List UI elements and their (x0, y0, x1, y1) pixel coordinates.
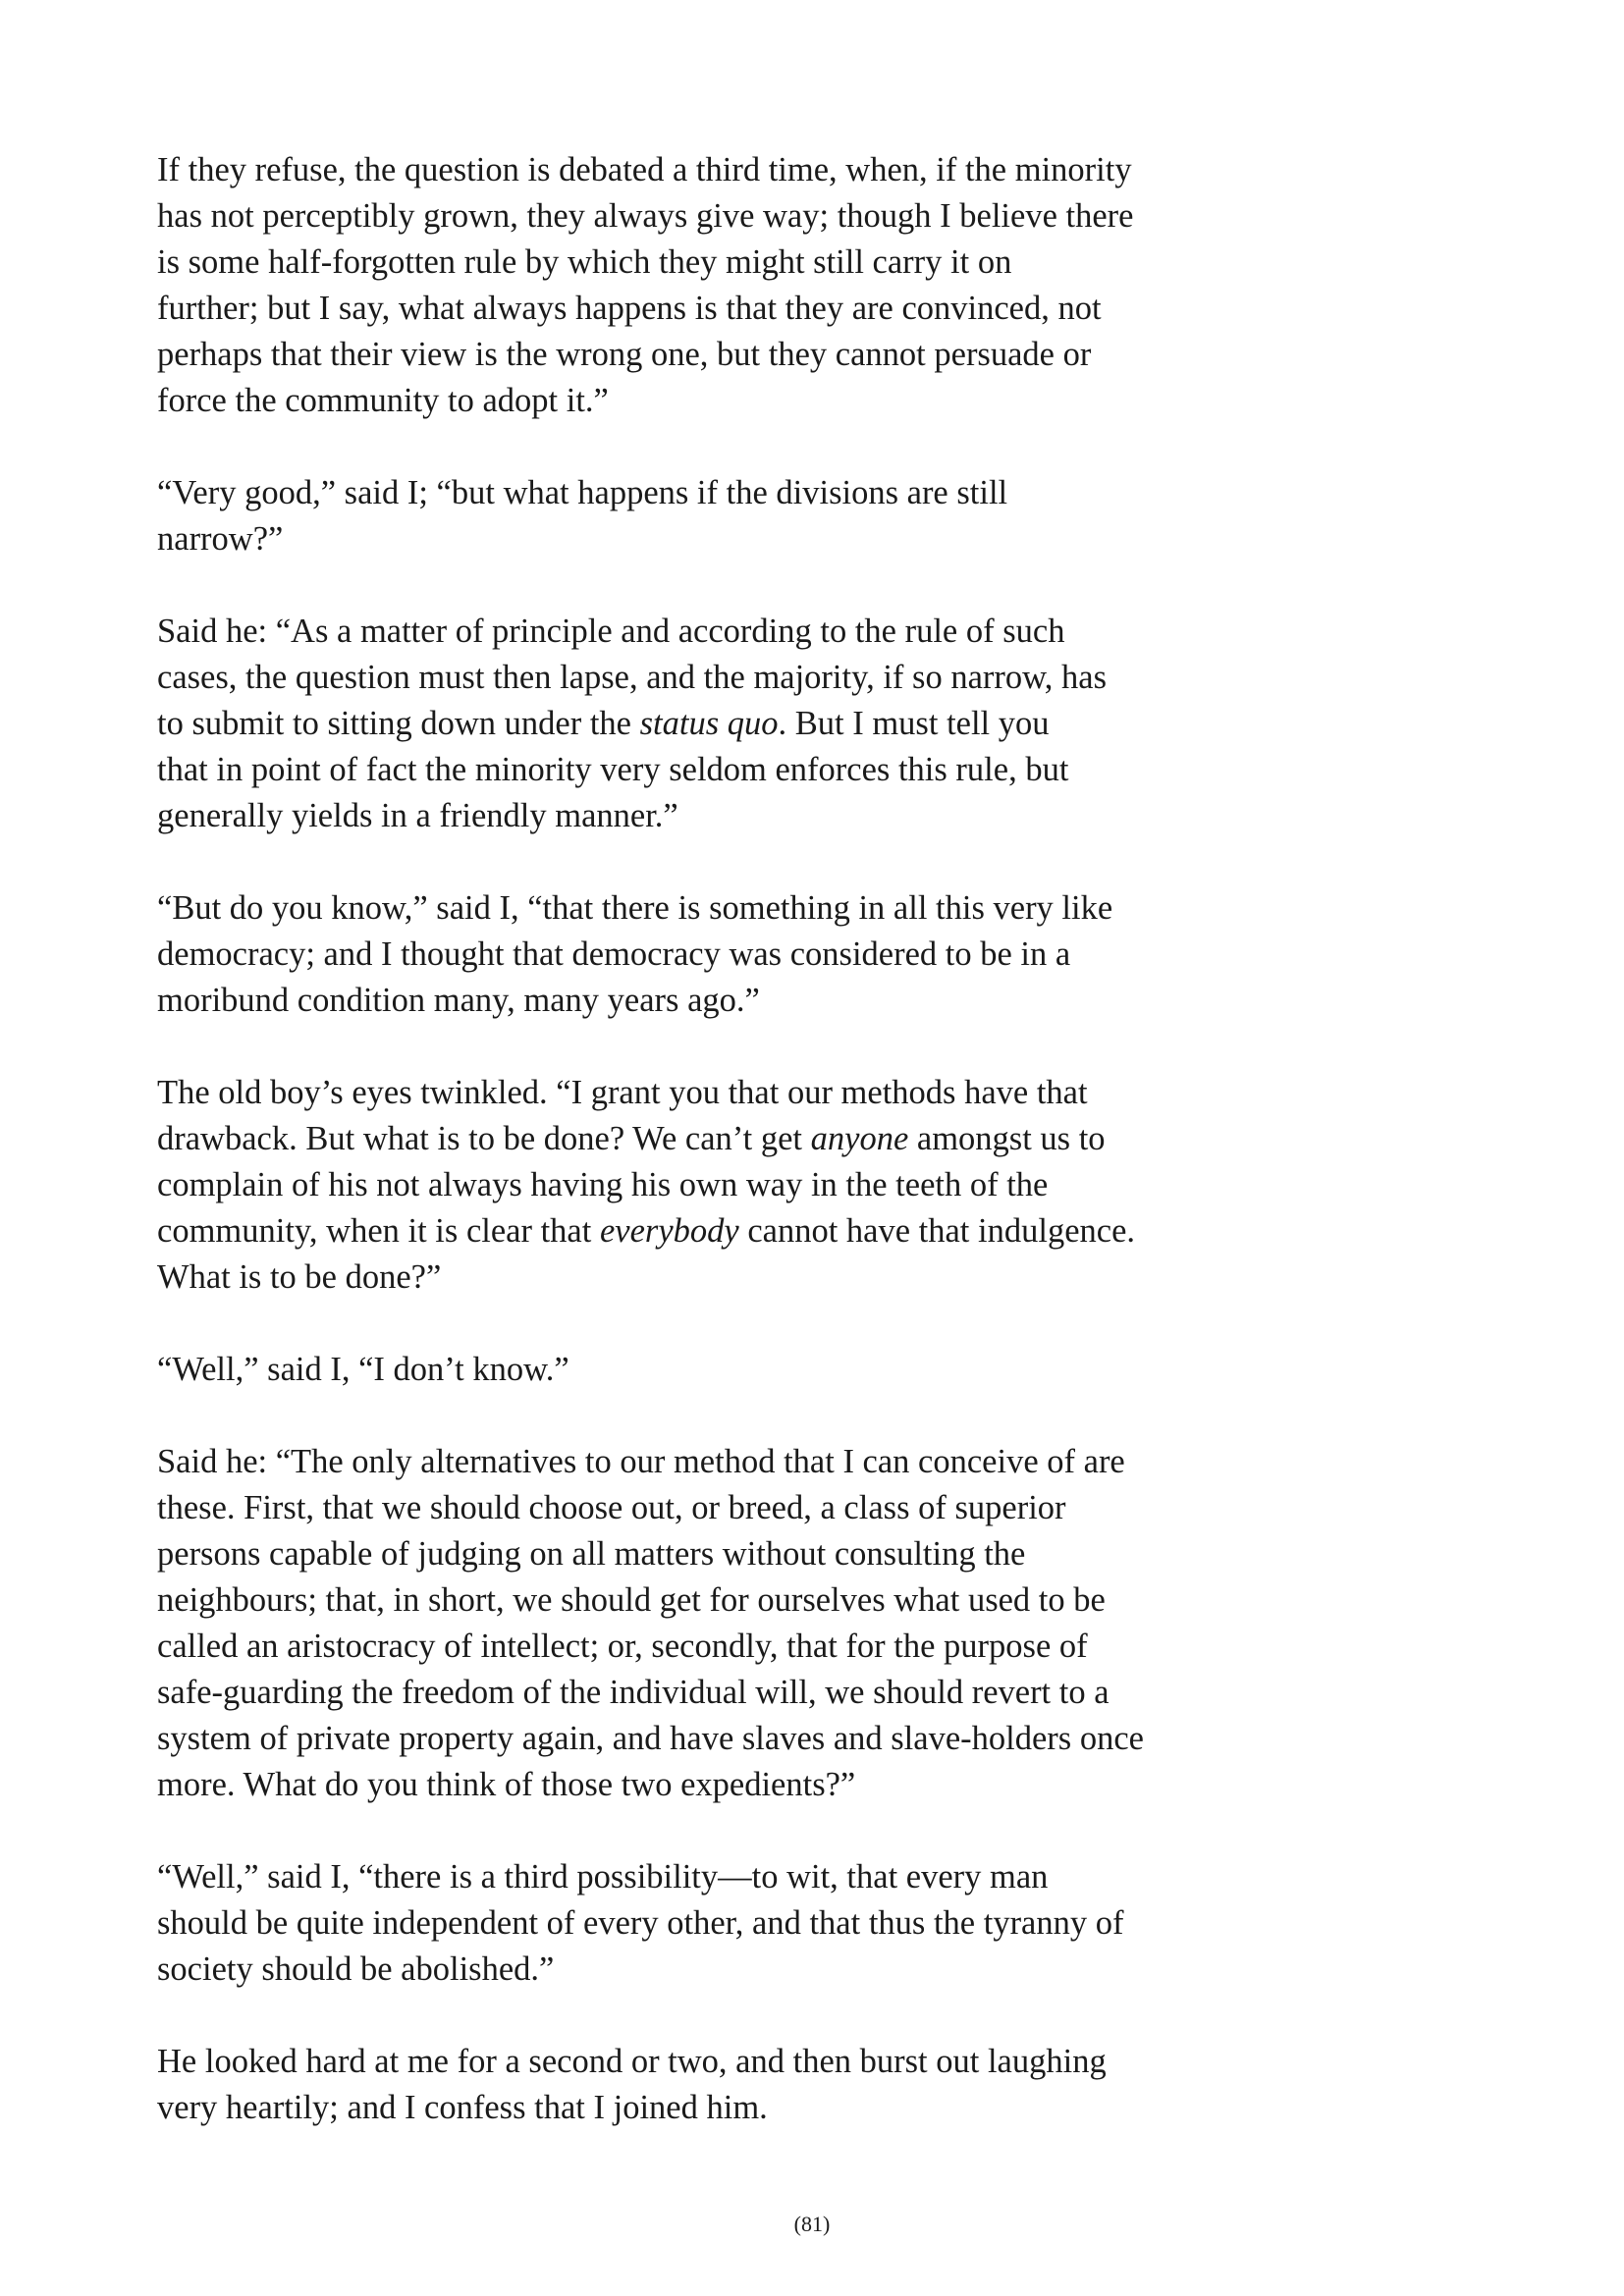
text-line: “Well,” said I, “I don’t know.” (157, 1351, 569, 1388)
paragraph-5 (157, 1070, 1296, 1301)
text-line: to submit to sitting down under the status quo. But I must tell you (157, 705, 1050, 742)
text-line: society should be abolished.” (157, 1950, 555, 1988)
text-line: The old boy’s eyes twinkled. “I grant you that our methods have that (157, 1074, 1088, 1111)
text-line: complain of his not always having his own way in the teeth of the (157, 1166, 1049, 1203)
italic-phrase: anyone (810, 1120, 909, 1157)
text-line: force the community to adopt it.” (157, 382, 609, 419)
text-line: democracy; and I thought that democracy was considered to be in a (157, 935, 1071, 973)
italic-phrase: everybody (599, 1212, 739, 1250)
text-line: persons capable of judging on all matters without consulting the (157, 1535, 1026, 1573)
text-line: Said he: “The only alternatives to our method that I can conceive of are (157, 1443, 1125, 1480)
text-line: these. First, that we should choose out, or breed, a class of superior (157, 1489, 1066, 1526)
text-line: What is to be done?” (157, 1258, 442, 1296)
text-line: very heartily; and I confess that I joined him. (157, 2089, 768, 2126)
page-number: (81) (793, 2212, 831, 2236)
paragraph-2 (157, 470, 1296, 562)
text-line: called an aristocracy of intellect; or, secondly, that for the purpose of (157, 1628, 1088, 1665)
text-line: If they refuse, the question is debated a third time, when, if the minority (157, 151, 1132, 188)
text-line: system of private property again, and have slaves and slave-holders once (157, 1720, 1144, 1757)
italic-phrase: status quo (639, 705, 779, 742)
text-line: generally yields in a friendly manner.” (157, 797, 678, 834)
paragraph-8 (157, 1854, 1296, 1993)
paragraph-1 (157, 147, 1296, 424)
text-line: safe-guarding the freedom of the individual will, we should revert to a (157, 1674, 1110, 1711)
text-line: further; but I say, what always happens is that they are convinced, not (157, 290, 1102, 327)
text-line: “Well,” said I, “there is a third possibility—to wit, that every man (157, 1858, 1049, 1896)
text-line: perhaps that their view is the wrong one, but they cannot persuade or (157, 336, 1092, 373)
text-line: narrow?” (157, 520, 284, 558)
paragraph-6 (157, 1347, 1296, 1393)
text-line: “Very good,” said I; “but what happens if the divisions are still (157, 474, 1008, 511)
text-line: should be quite independent of every other, and that thus the tyranny of (157, 1904, 1124, 1942)
text-line: Said he: “As a matter of principle and according to the rule of such (157, 613, 1065, 650)
paragraph-4 (157, 885, 1296, 1024)
paragraph-7 (157, 1439, 1296, 1808)
body-text (157, 147, 1296, 2177)
text-line: drawback. But what is to be done? We can’t get anyone amongst us to (157, 1120, 1106, 1157)
paragraph-3 (157, 609, 1296, 839)
text-line: is some half-forgotten rule by which they might still carry it on (157, 243, 1012, 281)
text-line: moribund condition many, many years ago.” (157, 982, 760, 1019)
text-line: cases, the question must then lapse, and the majority, if so narrow, has (157, 659, 1108, 696)
text-line: that in point of fact the minority very seldom enforces this rule, but (157, 751, 1069, 788)
text-line: He looked hard at me for a second or two, and then burst out laughing (157, 2043, 1107, 2080)
text-line: has not perceptibly grown, they always give way; though I believe there (157, 197, 1134, 235)
text-line: more. What do you think of those two expedients?” (157, 1766, 856, 1803)
text-line: community, when it is clear that everybody cannot have that indulgence. (157, 1212, 1136, 1250)
text-line: neighbours; that, in short, we should get for ourselves what used to be (157, 1581, 1106, 1619)
text-line: “But do you know,” said I, “that there is something in all this very like (157, 889, 1113, 927)
paragraph-9 (157, 2039, 1296, 2131)
